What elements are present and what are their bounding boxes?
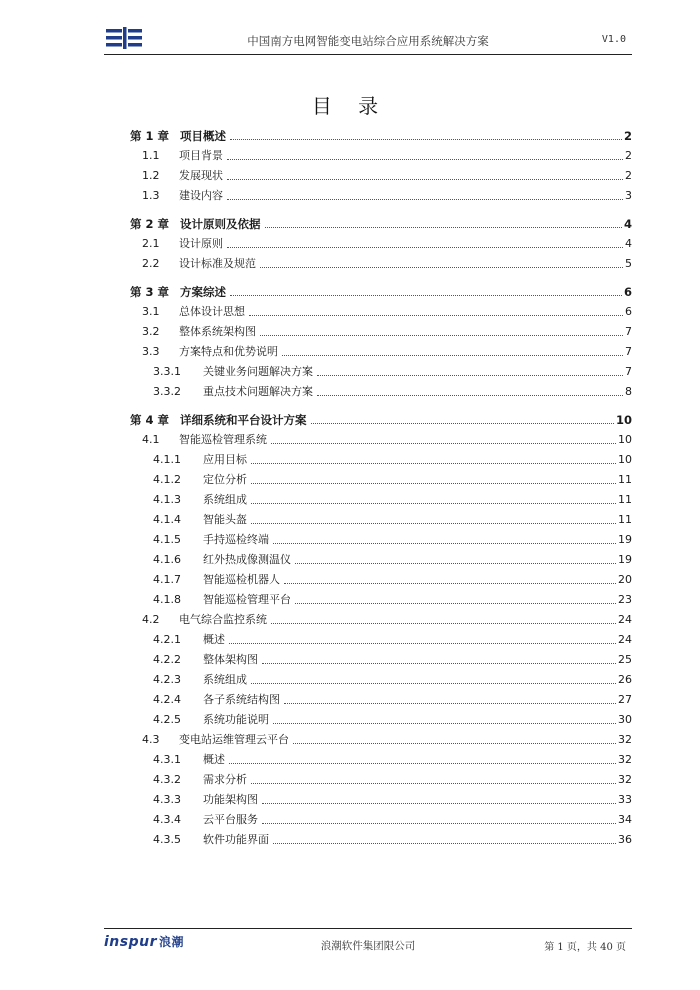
toc-entry-number: 4.1.7 xyxy=(153,573,181,586)
page-footer xyxy=(104,928,632,957)
toc-entry-page: 10 xyxy=(615,413,632,427)
toc-entry-page: 4 xyxy=(625,237,632,250)
toc-entry-title: 设计原则及依据 xyxy=(180,217,261,231)
toc-entry[interactable] xyxy=(130,607,632,627)
toc-entry-number: 4.3.4 xyxy=(153,813,181,826)
toc-dot-leader xyxy=(273,843,616,844)
toc-entry[interactable] xyxy=(130,627,632,647)
toc-entry-page: 6 xyxy=(623,285,632,299)
toc-entry-title: 重点技术问题解决方案 xyxy=(203,385,313,398)
toc-entry-title: 设计标准及规范 xyxy=(179,257,256,270)
toc-entry[interactable] xyxy=(130,319,632,339)
toc-entry-number: 4.1 xyxy=(142,433,160,446)
toc-entry-page: 32 xyxy=(618,733,632,746)
toc-entry-number: 4.1.3 xyxy=(153,493,181,506)
toc-entry-number: 1.2 xyxy=(142,169,160,182)
version-label: V1.0 xyxy=(601,34,626,45)
toc-dot-leader xyxy=(251,683,616,684)
toc-entry-title: 设计原则 xyxy=(179,237,223,250)
toc-entry-title: 变电站运维管理云平台 xyxy=(179,733,289,746)
toc-entry-title: 手持巡检终端 xyxy=(203,533,269,546)
toc-entry-page: 25 xyxy=(618,653,632,666)
logo-cn: 浪潮 xyxy=(159,935,185,949)
toc-entry[interactable] xyxy=(130,339,632,359)
toc-entry[interactable] xyxy=(130,271,632,299)
toc-entry-number: 第 1 章 xyxy=(130,129,170,143)
toc-entry-title: 智能巡检机器人 xyxy=(203,573,280,586)
toc-entry-title: 概述 xyxy=(203,753,225,766)
toc-entry[interactable] xyxy=(130,121,632,143)
toc-entry[interactable] xyxy=(130,447,632,467)
toc-entry-number: 4.1.8 xyxy=(153,593,181,606)
toc-entry-number: 4.1.6 xyxy=(153,553,181,566)
toc-entry-number: 第 4 章 xyxy=(130,413,170,427)
toc-entry-page: 24 xyxy=(618,633,632,646)
toc-entry-page: 19 xyxy=(618,533,632,546)
toc-entry-title: 发展现状 xyxy=(179,169,223,182)
toc-dot-leader xyxy=(249,315,623,316)
toc-entry-page: 7 xyxy=(625,325,632,338)
toc-entry-page: 32 xyxy=(618,753,632,766)
toc-entry-number: 2.2 xyxy=(142,257,160,270)
toc-entry-page: 8 xyxy=(625,385,632,398)
toc-entry-title: 整体架构图 xyxy=(203,653,258,666)
toc-entry-page: 27 xyxy=(618,693,632,706)
toc-entry[interactable] xyxy=(130,587,632,607)
toc-entry-title: 红外热成像测温仪 xyxy=(203,553,291,566)
toc-entry-title: 方案特点和优势说明 xyxy=(179,345,278,358)
toc-entry-page: 23 xyxy=(618,593,632,606)
toc-entry-title: 定位分析 xyxy=(203,473,247,486)
toc-entry[interactable] xyxy=(130,231,632,251)
toc-entry[interactable] xyxy=(130,487,632,507)
toc-dot-leader xyxy=(229,763,616,764)
toc-dot-leader xyxy=(230,139,622,140)
toc-entry-title: 总体设计思想 xyxy=(179,305,245,318)
toc-entry-title: 概述 xyxy=(203,633,225,646)
toc-entry-number: 4.3.1 xyxy=(153,753,181,766)
toc-entry-number: 4.2.3 xyxy=(153,673,181,686)
toc-entry-number: 第 2 章 xyxy=(130,217,170,231)
toc-entry-number: 4.1.4 xyxy=(153,513,181,526)
toc-entry[interactable] xyxy=(130,807,632,827)
toc-entry[interactable] xyxy=(130,727,632,747)
toc-dot-leader xyxy=(229,643,616,644)
toc-entry-page: 2 xyxy=(625,149,632,162)
toc-dot-leader xyxy=(271,623,616,624)
toc-dot-leader xyxy=(227,159,623,160)
toc-dot-leader xyxy=(227,199,623,200)
toc-heading: 目 录 xyxy=(311,94,389,118)
toc-entry-number: 4.2.2 xyxy=(153,653,181,666)
toc-dot-leader xyxy=(317,375,623,376)
toc-entry-number: 3.3.1 xyxy=(153,365,181,378)
toc-entry-page: 19 xyxy=(618,553,632,566)
toc-entry-title: 系统组成 xyxy=(203,673,247,686)
toc-dot-leader xyxy=(273,543,616,544)
toc-entry[interactable] xyxy=(130,767,632,787)
toc-entry-title: 项目背景 xyxy=(179,149,223,162)
toc-entry[interactable] xyxy=(130,687,632,707)
toc-entry-title: 智能巡检管理平台 xyxy=(203,593,291,606)
toc-entry-page: 11 xyxy=(618,493,632,506)
toc-entry-number: 1.1 xyxy=(142,149,160,162)
toc-entry-number: 4.2.1 xyxy=(153,633,181,646)
toc-entry[interactable] xyxy=(130,427,632,447)
toc-entry[interactable] xyxy=(130,787,632,807)
toc-entry[interactable] xyxy=(130,567,632,587)
toc-entry-number: 4.3.2 xyxy=(153,773,181,786)
toc-entry-title: 方案综述 xyxy=(180,285,226,299)
company-name: 浪潮软件集团限公司 xyxy=(320,940,416,952)
toc-entry[interactable] xyxy=(130,379,632,399)
toc-entry-page: 10 xyxy=(618,433,632,446)
toc-entry-title: 云平台服务 xyxy=(203,813,258,826)
toc-dot-leader xyxy=(273,723,616,724)
toc-entry[interactable] xyxy=(130,163,632,183)
toc-entry-page: 33 xyxy=(618,793,632,806)
toc-dot-leader xyxy=(251,503,616,504)
toc-entry-page: 24 xyxy=(618,613,632,626)
toc-entry[interactable] xyxy=(130,183,632,203)
toc-entry[interactable] xyxy=(130,647,632,667)
toc-entry-number: 3.2 xyxy=(142,325,160,338)
toc-dot-leader xyxy=(262,663,616,664)
toc-entry-title: 软件功能界面 xyxy=(203,833,269,846)
toc-entry[interactable] xyxy=(130,359,632,379)
toc-entry-title: 系统组成 xyxy=(203,493,247,506)
toc-entry-page: 10 xyxy=(618,453,632,466)
toc-entry[interactable] xyxy=(130,547,632,567)
toc-entry-title: 详细系统和平台设计方案 xyxy=(180,413,307,427)
toc-dot-leader xyxy=(317,395,623,396)
toc-entry-page: 7 xyxy=(625,365,632,378)
toc-entry-page: 36 xyxy=(618,833,632,846)
toc-entry[interactable] xyxy=(130,747,632,767)
toc-dot-leader xyxy=(295,563,616,564)
toc-dot-leader xyxy=(227,179,623,180)
logo-text: inspur xyxy=(104,934,157,950)
toc-entry[interactable] xyxy=(130,827,632,847)
toc-entry-number: 4.1.5 xyxy=(153,533,181,546)
toc-dot-leader xyxy=(311,423,614,424)
toc-dot-leader xyxy=(295,603,616,604)
toc-dot-leader xyxy=(265,227,622,228)
toc-entry-number: 3.3 xyxy=(142,345,160,358)
toc-entry[interactable] xyxy=(130,467,632,487)
toc-dot-leader xyxy=(251,783,616,784)
toc-entry-number: 4.2.5 xyxy=(153,713,181,726)
toc-entry-page: 3 xyxy=(625,189,632,202)
toc-entry-page: 11 xyxy=(618,513,632,526)
table-of-contents xyxy=(130,121,632,847)
toc-dot-leader xyxy=(260,335,623,336)
toc-entry-page: 6 xyxy=(625,305,632,318)
toc-entry[interactable] xyxy=(130,707,632,727)
toc-entry-number: 1.3 xyxy=(142,189,160,202)
toc-entry-title: 电气综合监控系统 xyxy=(179,613,267,626)
toc-entry-page: 32 xyxy=(618,773,632,786)
toc-entry-page: 26 xyxy=(618,673,632,686)
toc-entry-title: 整体系统架构图 xyxy=(179,325,256,338)
toc-entry-number: 2.1 xyxy=(142,237,160,250)
toc-entry-page: 11 xyxy=(618,473,632,486)
toc-entry-number: 4.3.3 xyxy=(153,793,181,806)
toc-dot-leader xyxy=(262,803,616,804)
toc-entry-title: 智能头盔 xyxy=(203,513,247,526)
toc-dot-leader xyxy=(271,443,616,444)
toc-entry-number: 3.1 xyxy=(142,305,160,318)
toc-entry-page: 2 xyxy=(623,129,632,143)
toc-entry-title: 建设内容 xyxy=(179,189,223,202)
toc-entry-page: 34 xyxy=(618,813,632,826)
toc-entry-title: 功能架构图 xyxy=(203,793,258,806)
toc-entry-title: 需求分析 xyxy=(203,773,247,786)
toc-entry[interactable] xyxy=(130,399,632,427)
toc-entry-number: 4.1.1 xyxy=(153,453,181,466)
toc-entry[interactable] xyxy=(130,299,632,319)
toc-dot-leader xyxy=(284,703,616,704)
toc-entry[interactable] xyxy=(130,527,632,547)
toc-entry-title: 智能巡检管理系统 xyxy=(179,433,267,446)
toc-entry[interactable] xyxy=(130,251,632,271)
toc-dot-leader xyxy=(293,743,616,744)
toc-entry-page: 7 xyxy=(625,345,632,358)
page-header xyxy=(104,24,632,55)
toc-entry-page: 2 xyxy=(625,169,632,182)
toc-dot-leader xyxy=(262,823,616,824)
toc-entry-page: 20 xyxy=(618,573,632,586)
toc-dot-leader xyxy=(251,523,616,524)
toc-entry[interactable] xyxy=(130,667,632,687)
document-title: 中国南方电网智能变电站综合应用系统解决方案 xyxy=(247,34,489,48)
toc-dot-leader xyxy=(284,583,616,584)
toc-entry-title: 系统功能说明 xyxy=(203,713,269,726)
toc-entry-title: 各子系统结构图 xyxy=(203,693,280,706)
toc-entry-page: 30 xyxy=(618,713,632,726)
toc-entry[interactable] xyxy=(130,203,632,231)
toc-dot-leader xyxy=(230,295,622,296)
toc-entry-number: 4.1.2 xyxy=(153,473,181,486)
toc-dot-leader xyxy=(251,483,616,484)
toc-entry[interactable] xyxy=(130,507,632,527)
toc-entry-number: 第 3 章 xyxy=(130,285,170,299)
toc-entry-title: 关键业务问题解决方案 xyxy=(203,365,313,378)
toc-entry-title: 应用目标 xyxy=(203,453,247,466)
toc-dot-leader xyxy=(282,355,623,356)
toc-entry-number: 3.3.2 xyxy=(153,385,181,398)
toc-entry-number: 4.3.5 xyxy=(153,833,181,846)
toc-dot-leader xyxy=(251,463,616,464)
toc-entry-page: 4 xyxy=(623,217,632,231)
toc-dot-leader xyxy=(227,247,623,248)
toc-entry-number: 4.3 xyxy=(142,733,160,746)
toc-dot-leader xyxy=(260,267,623,268)
toc-entry-number: 4.2 xyxy=(142,613,160,626)
page-number: 第 1 页，共 40 页 xyxy=(544,942,626,953)
toc-entry-page: 5 xyxy=(625,257,632,270)
toc-entry-number: 4.2.4 xyxy=(153,693,181,706)
toc-entry[interactable] xyxy=(130,143,632,163)
toc-entry-title: 项目概述 xyxy=(180,129,226,143)
